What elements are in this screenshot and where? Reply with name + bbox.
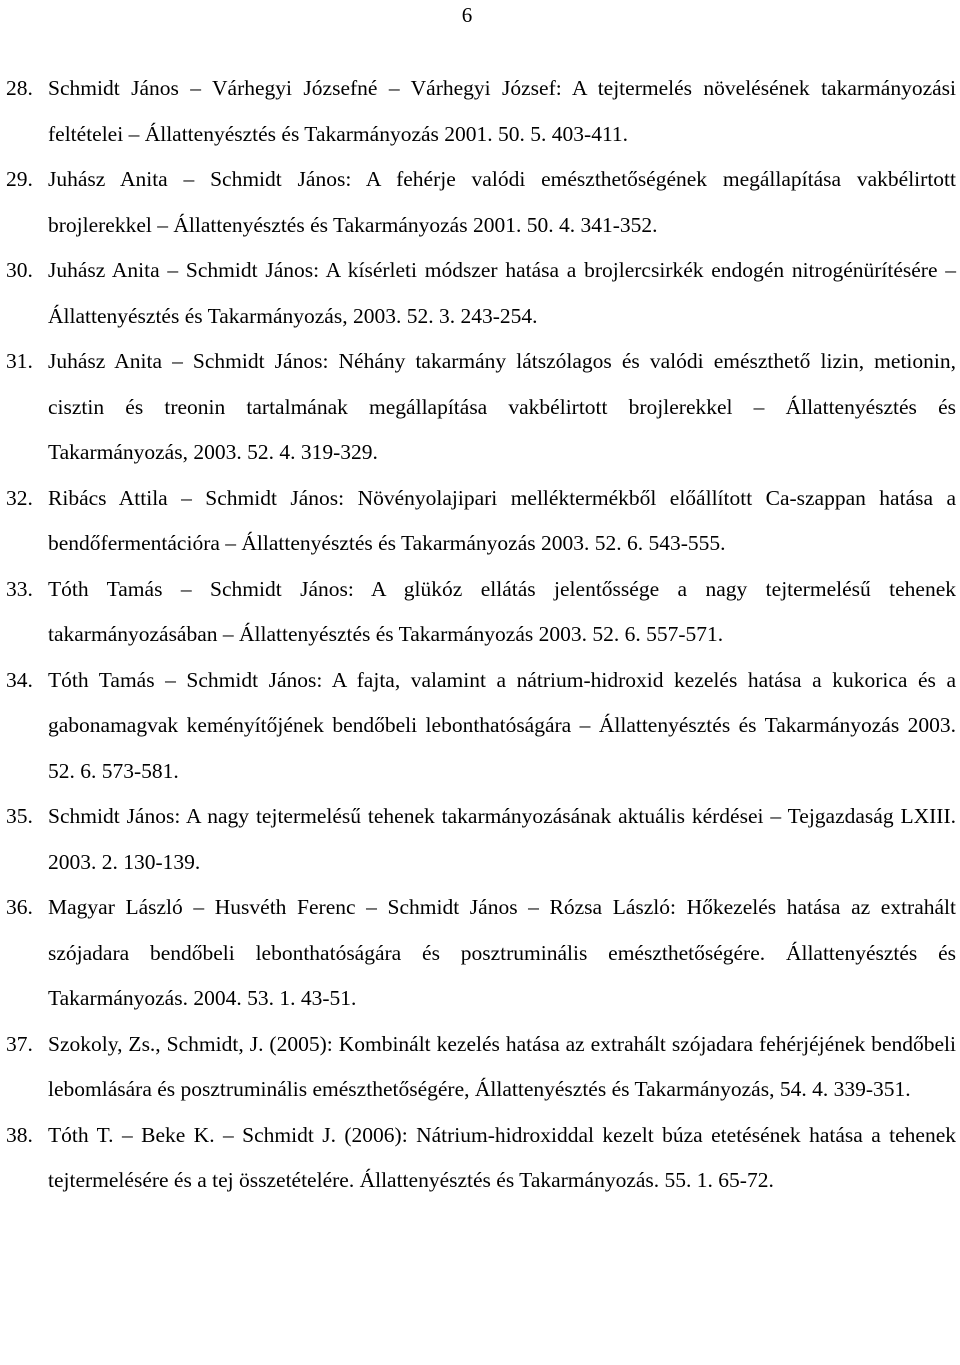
reference-item <box>6 339 956 476</box>
reference-text: Ribács Attila – Schmidt János: Növényolajipari melléktermékből előállított Ca-szappan hatása a bendőfermentációra – Állattenyésztés és Takarmányozás 2003. 52. 6. 543-555. <box>48 485 956 555</box>
reference-number: 31. <box>6 349 33 373</box>
reference-number: 35. <box>6 804 33 828</box>
reference-text: Juhász Anita – Schmidt János: A kísérleti módszer hatása a brojlercsirkék endogén nitrogénürítésére – Állattenyésztés és Takarmányozás, 2003. 52. 3. 243-254. <box>48 258 956 328</box>
reference-item <box>6 658 956 795</box>
page-number: 6 <box>461 3 473 27</box>
reference-item <box>6 567 956 658</box>
reference-number: 37. <box>6 1031 33 1056</box>
reference-item <box>6 1022 956 1113</box>
reference-item <box>6 66 956 157</box>
reference-number: 38. <box>6 1122 33 1147</box>
reference-number: 36. <box>6 895 33 919</box>
reference-item <box>6 476 956 567</box>
reference-text: Magyar László – Husvéth Ferenc – Schmidt János – Rózsa László: Hőkezelés hatása az extrahált szójadara bendőbeli lebonthatóságára és posztruminális emészthetőségére. Állattenyésztés és Takarmányozás. 2004. 53. 1. 43-51. <box>48 895 956 1010</box>
reference-text: Szokoly, Zs., Schmidt, J. (2005): Kombinált kezelés hatása az extrahált szójadara fehérjéjének bendőbeli lebomlására és posztruminális emészthetőségére, Állattenyésztés és Takarmányozás, 54. 4. 339-351. <box>48 1031 956 1101</box>
reference-item <box>6 885 956 1022</box>
reference-number: 28. <box>6 76 33 100</box>
reference-number: 34. <box>6 667 33 692</box>
reference-number: 32. <box>6 485 33 510</box>
reference-text: Tóth Tamás – Schmidt János: A fajta, valamint a nátrium-hidroxid kezelés hatása a kukorica és a gabonamagvak keményítőjének bendőbeli lebonthatóságára – Állattenyésztés és Takarmányozás 2003. 52. 6. 573-581. <box>48 667 956 783</box>
reference-item <box>6 794 956 885</box>
reference-text: Tóth Tamás – Schmidt János: A glükóz ellátás jelentőssége a nagy tejtermelésű tehenek takarmányozásában – Állattenyésztés és Takarmányozás 2003. 52. 6. 557-571. <box>48 576 956 646</box>
reference-item <box>6 157 956 248</box>
reference-text: Juhász Anita – Schmidt János: Néhány takarmány látszólagos és valódi emészthető lizin, metionin, cisztin és treonin tartalmának megállapítása vakbélirtott brojlerekkel – Állattenyésztés és Takarmányozás, 2003. 52. 4. 319-329. <box>48 349 956 464</box>
reference-text: Tóth T. – Beke K. – Schmidt J. (2006): Nátrium-hidroxiddal kezelt búza etetésének hatása a tehenek tejtermelésére és a tej összetételére. Állattenyésztés és Takarmányozás. 55. 1. 65-72. <box>48 1122 956 1192</box>
reference-text: Schmidt János – Várhegyi Józsefné – Várhegyi József: A tejtermelés növelésének takarmányozási feltételei – Állattenyésztés és Takarmányozás 2001. 50. 5. 403-411. <box>48 76 956 146</box>
reference-number: 29. <box>6 167 33 191</box>
reference-text: Juhász Anita – Schmidt János: A fehérje valódi emészthetőségének megállapítása vakbélirtott brojlerekkel – Állattenyésztés és Takarmányozás 2001. 50. 4. 341-352. <box>48 167 956 237</box>
reference-list <box>6 66 956 1204</box>
reference-number: 30. <box>6 258 33 282</box>
reference-text: Schmidt János: A nagy tejtermelésű tehenek takarmányozásának aktuális kérdései – Tejgazdaság LXIII. 2003. 2. 130-139. <box>48 804 956 874</box>
reference-item <box>6 1113 956 1204</box>
reference-item <box>6 248 956 339</box>
reference-number: 33. <box>6 576 33 601</box>
